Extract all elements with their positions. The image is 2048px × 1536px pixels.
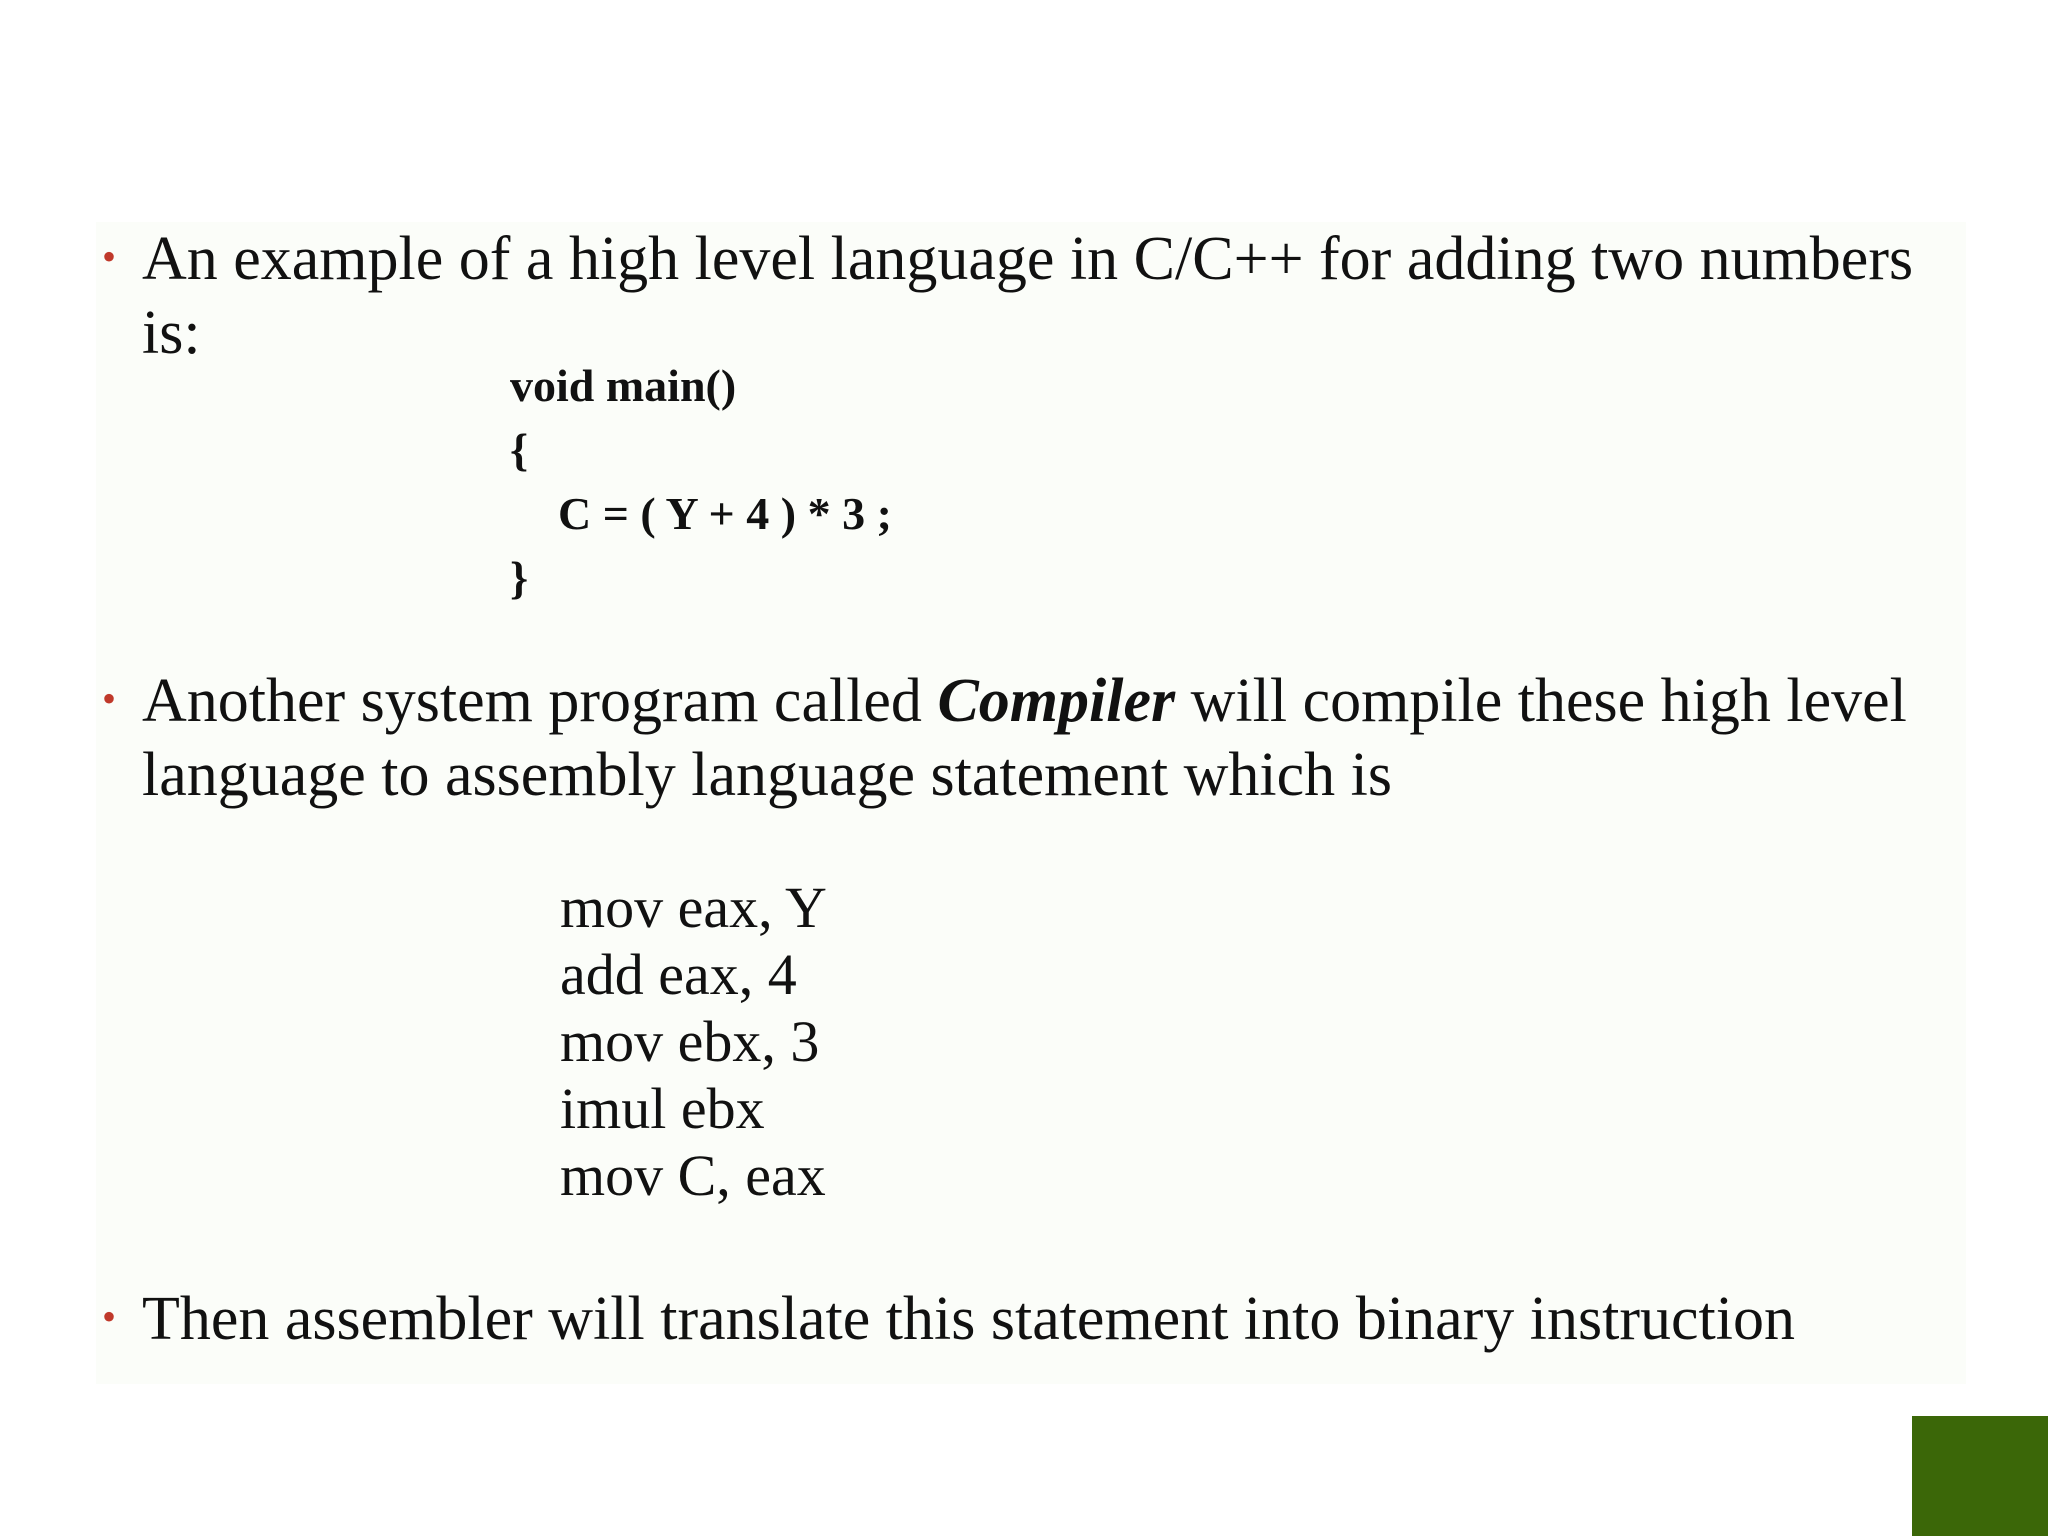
bullet-text: Then assembler will translate this statement into binary instruction [142, 1285, 1795, 1353]
assembly-code-block [560, 874, 827, 1209]
bullet-text-after: will compile these high level language to assembly language statement which is [142, 667, 1907, 809]
code-line: void main() [510, 360, 737, 411]
c-code-block [510, 354, 892, 610]
code-line: C = ( Y + 4 ) * 3 ; [558, 488, 892, 539]
slide-content-panel [96, 222, 1966, 1384]
compiler-emphasis: Compiler [937, 667, 1176, 735]
bullet-marker: • [102, 1294, 117, 1339]
code-line: mov C, eax [560, 1143, 826, 1208]
bullet-marker: • [102, 234, 117, 279]
corner-accent-block [1912, 1416, 2048, 1536]
bullet-text: An example of a high level language in C/C++ for adding two numbers is: [142, 225, 1914, 367]
bullet-text [142, 664, 1972, 812]
bullet-text-before: Another system program called [142, 667, 938, 735]
code-line: { [510, 424, 529, 475]
code-line: mov ebx, 3 [560, 1009, 820, 1074]
code-line: } [510, 552, 529, 603]
code-line: imul ebx [560, 1076, 765, 1141]
bullet-marker: • [102, 676, 117, 721]
code-line: mov eax, Y [560, 875, 827, 940]
code-line: add eax, 4 [560, 942, 797, 1007]
